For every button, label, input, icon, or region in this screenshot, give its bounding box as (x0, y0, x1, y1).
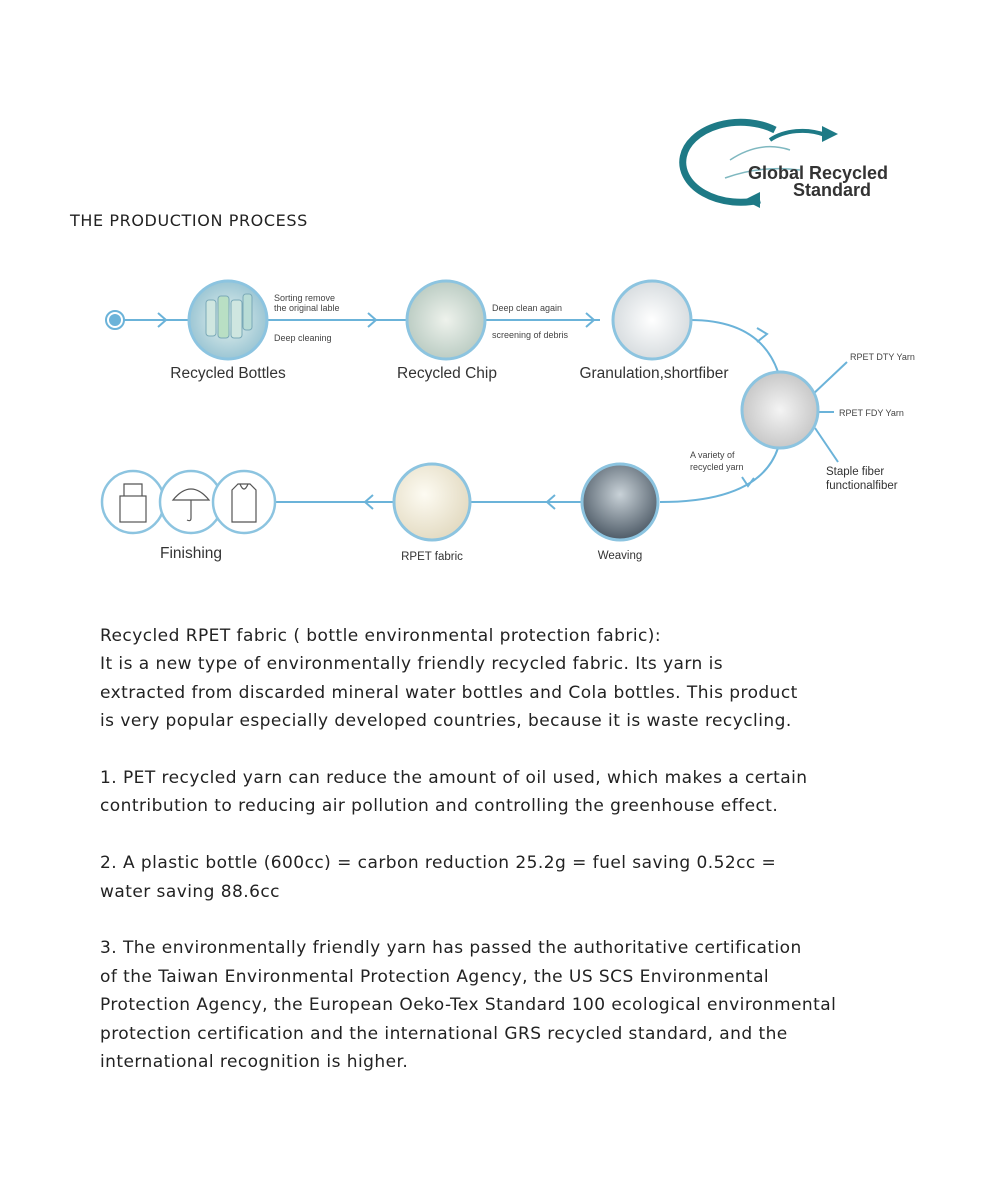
finishing-products (102, 471, 275, 533)
step-label-granulation: Granulation,shortfiber (579, 365, 729, 382)
note-screening: screening of debris (492, 330, 569, 340)
bag-icon (102, 471, 164, 533)
logo-line2: Standard (793, 180, 872, 200)
note-staple-2: functionalfiber (826, 480, 898, 492)
text-line: Protection Agency, the European Oeko-Tex Standard 100 ecological environmental (100, 995, 837, 1016)
text-line: protection certification and the international GRS recycled standard, and the (100, 1023, 788, 1044)
text-line: is very popular especially developed countries, because it is waste recycling. (100, 711, 792, 732)
step-label-bottles: Recycled Bottles (170, 365, 286, 382)
global-recycled-standard-logo (683, 122, 888, 208)
step-label-fabric: RPET fabric (401, 551, 463, 563)
note-sorting-2: the original lable (274, 303, 340, 313)
note-deep-cleaning: Deep cleaning (274, 333, 332, 343)
note-fdy-yarn: RPET FDY Yarn (839, 408, 904, 418)
step-label-weaving: Weaving (597, 550, 643, 562)
text-line: 3. The environmentally friendly yarn has passed the authoritative certification (100, 938, 802, 959)
rpet-fabric-image (394, 464, 470, 540)
intro-paragraph (100, 622, 980, 736)
description (100, 622, 980, 1105)
note-dty-yarn: RPET DTY Yarn (850, 352, 915, 362)
step-label-chip: Recycled Chip (397, 365, 497, 382)
granulation-image (613, 281, 691, 359)
logo-line1: Global Recycled (748, 163, 889, 183)
text-line: of the Taiwan Environmental Protection Agency, the US SCS Environmental (100, 966, 770, 987)
text-line: 1. PET recycled yarn can reduce the amount of oil used, which makes a certain (100, 768, 808, 789)
note-variety-1: A variety of (690, 450, 735, 460)
recycled-chip-image (407, 281, 485, 359)
text-line: Recycled RPET fabric ( bottle environmental protection fabric): (100, 626, 662, 646)
note-variety-2: recycled yarn (690, 462, 744, 472)
step-label-finishing: Finishing (159, 545, 223, 562)
note-staple-1: Staple fiber (826, 466, 885, 478)
weaving-image (582, 464, 658, 540)
page-heading: THE PRODUCTION PROCESS (70, 211, 308, 230)
point-3 (100, 934, 980, 1076)
text-line: contribution to reducing air pollution and controlling the greenhouse effect. (100, 796, 779, 817)
text-line: water saving 88.6cc (100, 881, 280, 902)
yarn-image (742, 372, 818, 448)
note-sorting-1: Sorting remove (274, 293, 336, 303)
text-line: 2. A plastic bottle (600cc) = carbon reduction 25.2g = fuel saving 0.52cc = (100, 853, 777, 874)
note-deep-clean-again: Deep clean again (492, 303, 563, 313)
point-1 (100, 764, 980, 821)
point-2 (100, 849, 980, 906)
text-line: international recognition is higher. (100, 1052, 409, 1073)
start-point (106, 311, 124, 329)
hoodie-icon (213, 471, 275, 533)
text-line: extracted from discarded mineral water bottles and Cola bottles. This product (100, 682, 798, 703)
text-line: It is a new type of environmentally friendly recycled fabric. Its yarn is (100, 654, 724, 675)
